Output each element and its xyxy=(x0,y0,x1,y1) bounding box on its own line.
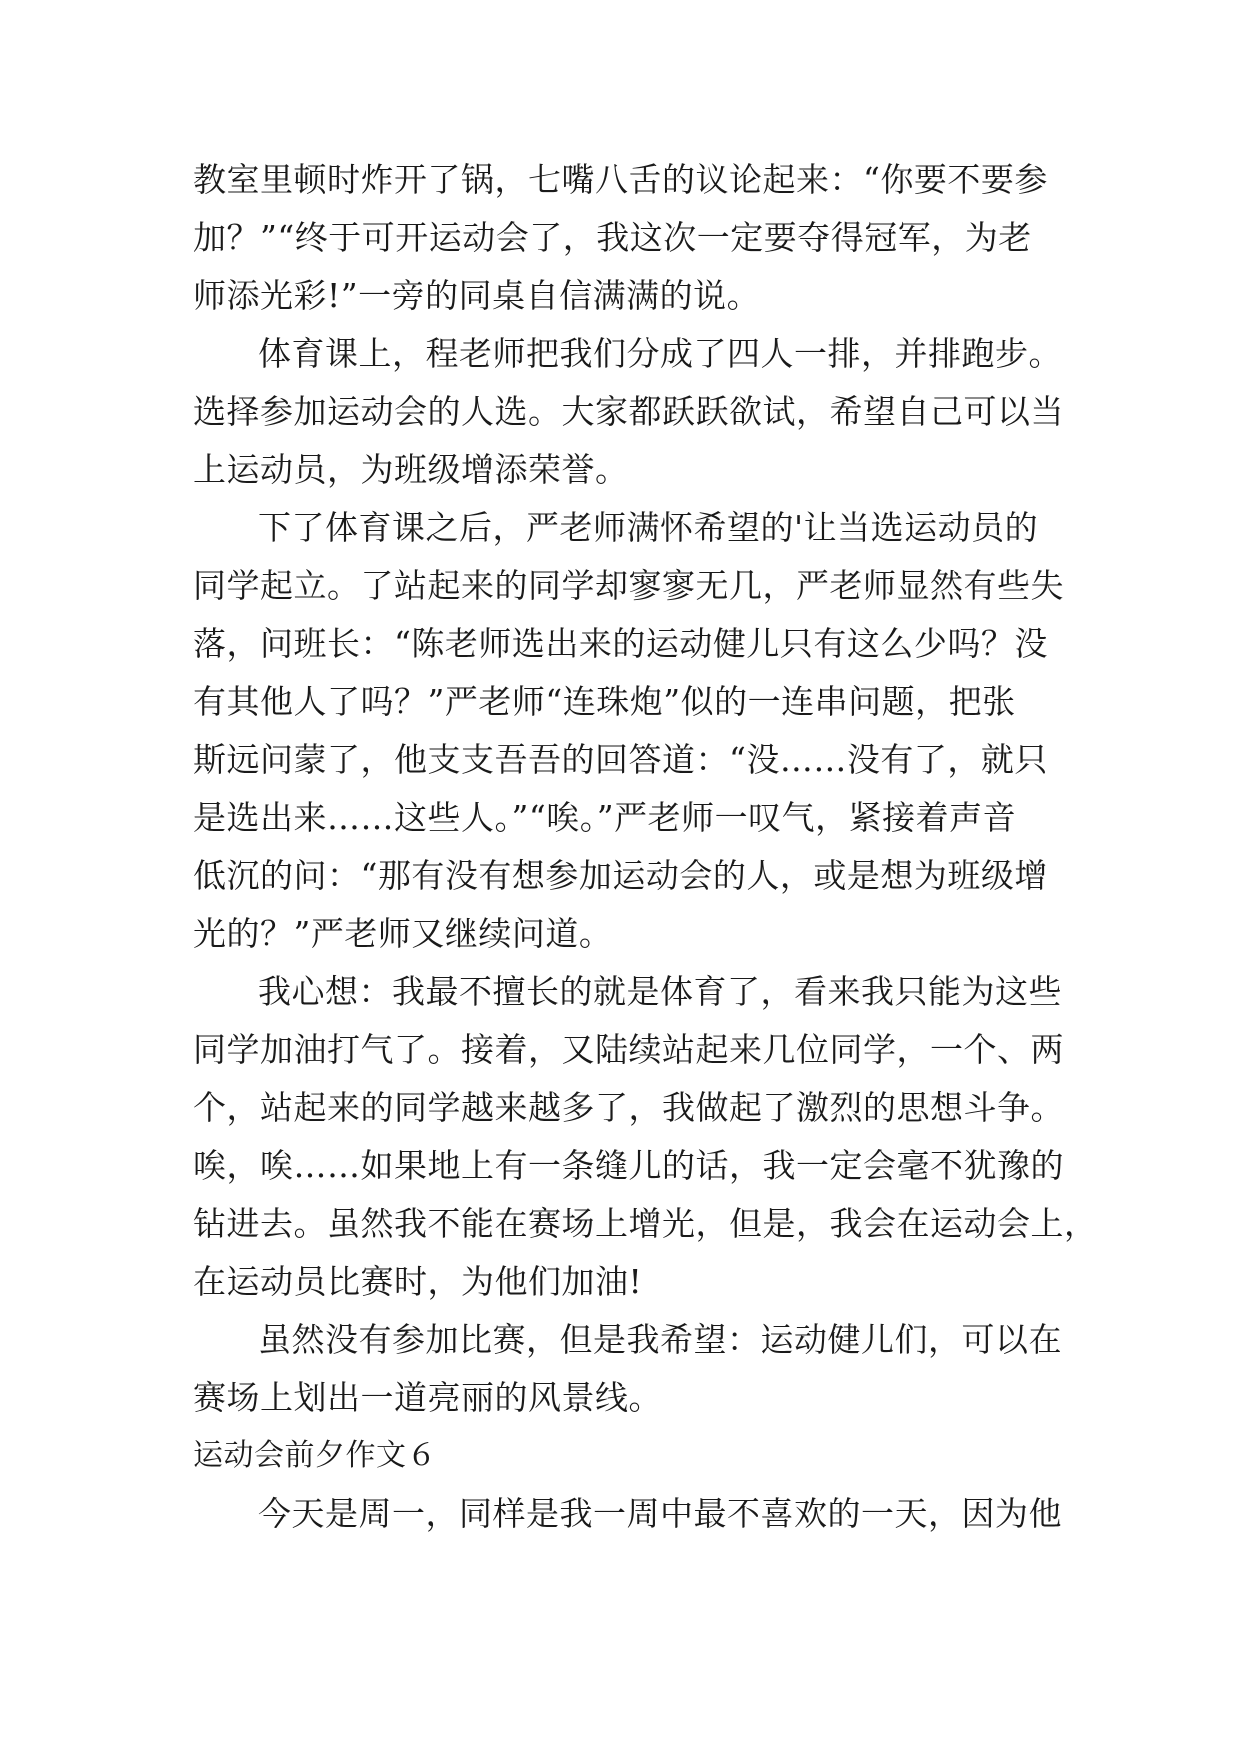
text-line: 落，问班长：“陈老师选出来的运动健儿只有这么少吗？没 xyxy=(193,624,1048,663)
text-line: 个，站起来的同学越来越多了，我做起了激烈的思想斗争。 xyxy=(193,1088,1064,1127)
paragraph-start: 今天是周一，同样是我一周中最不喜欢的一天，因为他 xyxy=(258,1494,1062,1533)
paragraph-start: 我心想：我最不擅长的就是体育了，看来我只能为这些 xyxy=(258,972,1062,1011)
text-line: 是选出来……这些人。”“唉。”严老师一叹气，紧接着声音 xyxy=(193,798,1017,837)
text-line: 斯远问蒙了，他支支吾吾的回答道：“没……没有了，就只 xyxy=(193,740,1048,779)
section-heading: 运动会前夕作文６ xyxy=(193,1438,437,1473)
text-line: 选择参加运动会的人选。大家都跃跃欲试，希望自己可以当 xyxy=(193,392,1064,431)
text-line: 加？”“终于可开运动会了，我这次一定要夺得冠军，为老 xyxy=(193,218,1032,257)
text-line: 同学加油打气了。接着，又陆续站起来几位同学，一个、两 xyxy=(193,1030,1064,1069)
text-line: 师添光彩!”一旁的同桌自信满满的说。 xyxy=(193,276,761,315)
text-line: 唉，唉……如果地上有一条缝儿的话，我一定会毫不犹豫的 xyxy=(193,1146,1064,1185)
paragraph-start: 虽然没有参加比赛，但是我希望：运动健儿们，可以在 xyxy=(258,1320,1062,1359)
paragraph-start: 体育课上，程老师把我们分成了四人一排，并排跑步。 xyxy=(258,334,1062,373)
text-line: 低沉的问：“那有没有想参加运动会的人，或是想为班级增 xyxy=(193,856,1048,895)
text-line: 赛场上划出一道亮丽的风景线。 xyxy=(193,1378,662,1417)
text-line: 在运动员比赛时，为他们加油! xyxy=(193,1262,643,1301)
text-line: 同学起立。了站起来的同学却寥寥无几，严老师显然有些失 xyxy=(193,566,1064,605)
paragraph-start: 下了体育课之后，严老师满怀希望的'让当选运动员的 xyxy=(258,508,1039,547)
text-line: 上运动员，为班级增添荣誉。 xyxy=(193,450,629,489)
text-line: 光的？”严老师又继续问道。 xyxy=(193,914,613,953)
text-line: 教室里顿时炸开了锅，七嘴八舌的议论起来：“你要不要参 xyxy=(193,160,1048,199)
text-line: 钻进去。虽然我不能在赛场上增光，但是，我会在运动会上， xyxy=(193,1204,1098,1243)
text-line: 有其他人了吗？”严老师“连珠炮”似的一连串问题，把张 xyxy=(193,682,1016,721)
